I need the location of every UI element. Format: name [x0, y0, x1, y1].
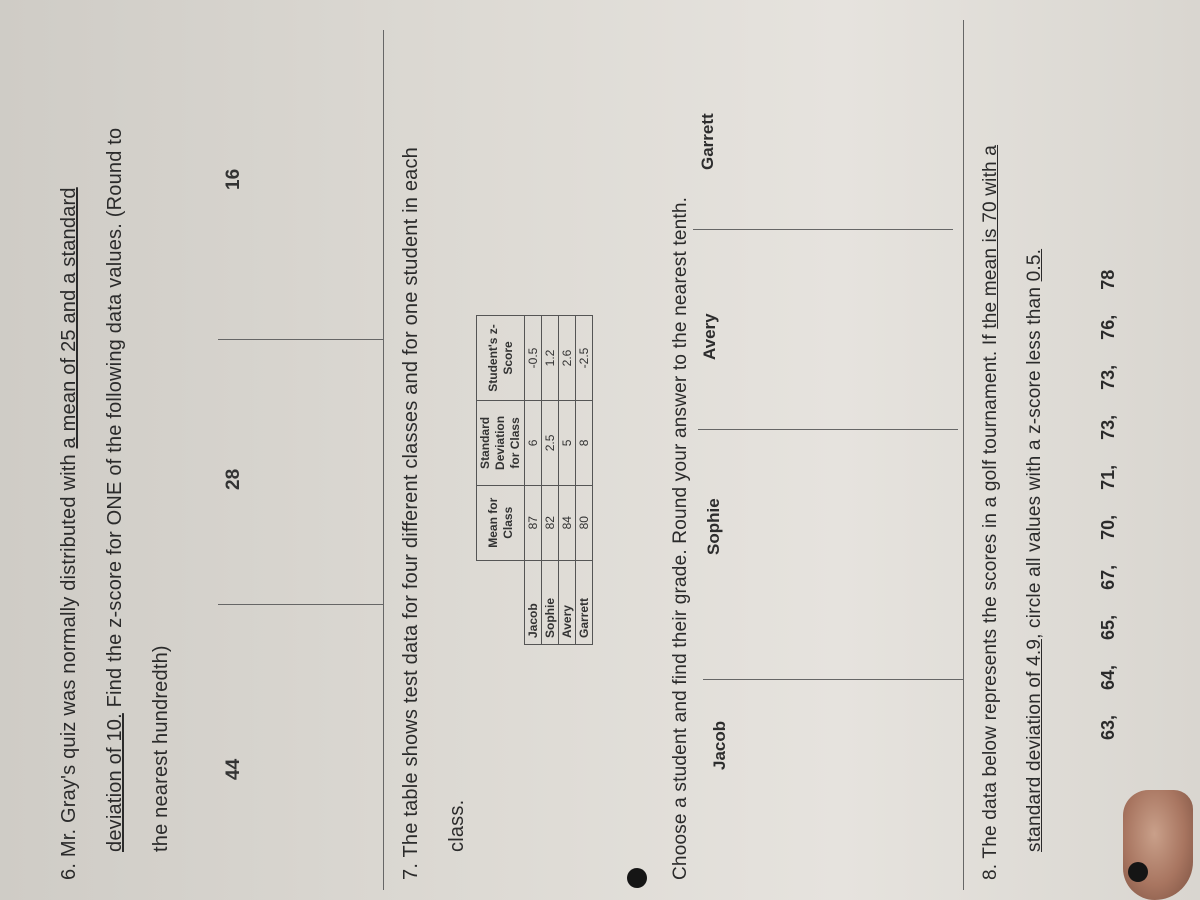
student-jacob: Jacob: [710, 720, 729, 770]
student-avery: Avery: [700, 313, 719, 360]
q6-value-28: 28: [223, 468, 244, 490]
table-row: [542, 316, 559, 645]
worksheet-page: [18, 10, 1183, 890]
q7-line1-text: The table shows test data for four different classes and for one student in each: [400, 147, 422, 858]
q8-top-border: [963, 20, 964, 890]
row-avery-sd: 5: [559, 400, 576, 485]
q6-line3: the nearest hundredth): [150, 645, 172, 852]
q7-divider-1: [703, 679, 963, 680]
q8-line2: [1012, 12, 1058, 852]
q8-line1-b: the mean is 70 with a: [980, 144, 1001, 329]
thumb-in-photo: [1123, 790, 1193, 900]
q6-number: 6.: [58, 862, 80, 880]
row-jacob-name: Jacob: [525, 560, 542, 644]
row-garrett-z: -2.5: [576, 316, 593, 401]
q8-line2-a: standard deviation of 4.9,: [1024, 633, 1045, 852]
q8-line1-a: The data below represents the scores in a golf tournament. If: [980, 328, 1001, 859]
q6-value-44: 44: [223, 758, 244, 780]
q7-divider-3: [693, 229, 953, 230]
row-garrett-mean: 80: [576, 485, 593, 560]
q8-line2-c: 0.5.: [1024, 248, 1045, 282]
binder-hole-bottom: [1128, 862, 1148, 882]
table-row: [525, 316, 542, 645]
q7-line1: [388, 20, 434, 880]
row-avery-z: 2.6: [559, 316, 576, 401]
row-jacob-z: -0.5: [525, 316, 542, 401]
table-header-sd: Standard Deviation for Class: [477, 400, 525, 485]
row-sophie-z: 1.2: [542, 316, 559, 401]
table-header-mean: Mean for Class: [477, 485, 525, 560]
binder-hole-top: [627, 868, 647, 888]
student-garrett: Garrett: [698, 113, 717, 170]
q6-line1-a: Mr. Gray's quiz was normally distributed with: [58, 448, 80, 858]
q7-line2: class.: [446, 799, 468, 852]
q8-score-list: 63, 64, 65, 67, 70, 71, 73, 73, 76, 78: [1098, 269, 1118, 740]
row-sophie-mean: 82: [542, 485, 559, 560]
row-sophie-sd: 2.5: [542, 400, 559, 485]
table-row: [576, 316, 593, 645]
q6-line2-a: deviation of 10.: [104, 713, 126, 852]
q7-top-border: [383, 30, 384, 890]
student-sophie: Sophie: [704, 498, 723, 555]
q6-divider-1: [218, 604, 383, 605]
q6-line1: [46, 20, 92, 880]
q8-line1: [968, 0, 1014, 880]
q6-value-16: 16: [223, 168, 244, 190]
row-sophie-name: Sophie: [542, 560, 559, 644]
table-row: [559, 316, 576, 645]
row-avery-mean: 84: [559, 485, 576, 560]
q8-line2-b: circle all values with a z-score less than: [1024, 281, 1045, 634]
q6-line2-b: Find the z-score for ONE of the following data values. (Round to: [104, 127, 126, 714]
q8-number: 8.: [980, 863, 1001, 880]
table-header-row: [477, 316, 525, 645]
q6-line2: [92, 12, 138, 852]
q7-divider-2: [698, 429, 958, 430]
table-header-blank: [477, 560, 525, 644]
row-jacob-mean: 87: [525, 485, 542, 560]
q7-instruction: Choose a student and find their grade. Round your answer to the nearest tenth.: [670, 196, 691, 880]
q7-data-table: [476, 315, 593, 645]
row-avery-name: Avery: [559, 560, 576, 644]
q6-divider-2: [218, 339, 383, 340]
row-jacob-sd: 6: [525, 400, 542, 485]
row-garrett-name: Garrett: [576, 560, 593, 644]
q6-line1-b: a mean of 25 and a standard: [58, 187, 80, 449]
table-header-zscore: Student's z-Score: [477, 316, 525, 401]
q7-number: 7.: [400, 862, 422, 880]
row-garrett-sd: 8: [576, 400, 593, 485]
